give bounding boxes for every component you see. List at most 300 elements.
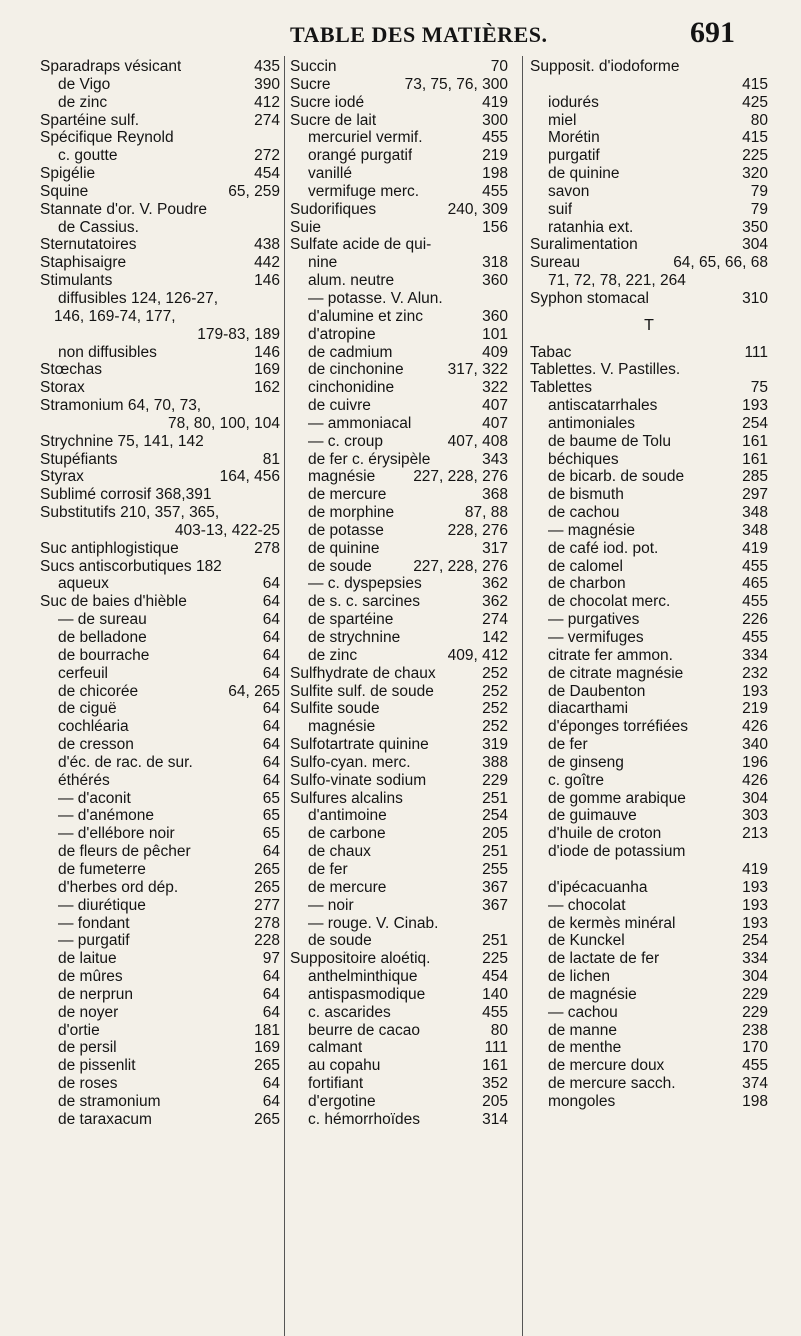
index-entry: [290, 1057, 508, 1075]
index-page-refs: 415: [742, 129, 768, 147]
index-page-refs: 161: [482, 1057, 508, 1075]
index-entry: [40, 397, 280, 415]
index-page-refs: 362: [482, 593, 508, 611]
index-page-refs: 229: [742, 1003, 768, 1021]
index-entry: [40, 326, 280, 344]
index-entry: [530, 397, 768, 415]
index-term: Storax: [40, 379, 85, 397]
index-entry: [290, 326, 508, 344]
index-page-refs: 156: [482, 218, 508, 236]
index-entry: [40, 718, 280, 736]
index-term: Sucre: [290, 75, 331, 93]
index-entry: [290, 504, 508, 522]
index-term: de nerprun: [58, 985, 133, 1003]
index-term: de charbon: [548, 575, 626, 593]
index-page-refs: 407, 408: [447, 432, 508, 450]
index-page-refs: 65: [262, 825, 280, 843]
index-page-refs: 64: [262, 718, 280, 736]
index-page-refs: 73, 75, 76, 300: [404, 75, 508, 93]
index-entry: [290, 361, 508, 379]
index-term: fortifiant: [308, 1075, 364, 1093]
index-entry: [530, 629, 768, 647]
index-page-refs: 193: [742, 914, 768, 932]
index-entry: [40, 700, 280, 718]
index-term: Squine: [40, 182, 89, 200]
index-entry: [290, 58, 508, 76]
index-entry: [530, 790, 768, 808]
index-term: — rouge. V. Cinab.: [308, 914, 439, 932]
index-term: d'éc. de rac. de sur.: [58, 753, 193, 771]
index-entry: [290, 825, 508, 843]
index-term: de soude: [308, 557, 372, 575]
index-page-refs: 146: [254, 272, 280, 290]
index-term: de stramonium: [58, 1092, 161, 1110]
index-term: d'atropine: [308, 325, 376, 343]
index-entry: [290, 433, 508, 451]
index-entry: [530, 647, 768, 665]
index-entry: [530, 165, 768, 183]
index-entry: [290, 165, 508, 183]
index-term: de spartéine: [308, 611, 394, 629]
index-page-refs: 265: [254, 1057, 280, 1075]
index-term: de manne: [548, 1021, 617, 1039]
index-page-refs: 229: [482, 771, 508, 789]
index-page-refs: 64: [262, 771, 280, 789]
index-entry: [40, 1022, 280, 1040]
index-entry: [530, 843, 768, 861]
index-term: de pissenlit: [58, 1057, 136, 1075]
index-term: de baume de Tolu: [548, 432, 671, 450]
index-page-refs: 407: [482, 414, 508, 432]
index-entry: [290, 147, 508, 165]
index-entry: [530, 272, 768, 290]
index-page-refs: 319: [482, 736, 508, 754]
index-term: magnésie: [308, 718, 376, 736]
index-entry: [290, 968, 508, 986]
index-term: Sureau: [530, 254, 580, 272]
index-page-refs: 455: [482, 1003, 508, 1021]
index-entry: [290, 558, 508, 576]
index-term: de cuivre: [308, 397, 371, 415]
index-entry: [290, 986, 508, 1004]
index-term: diacarthami: [548, 700, 629, 718]
index-entry: [290, 308, 508, 326]
index-term: éthérés: [58, 771, 110, 789]
index-entry: [40, 790, 280, 808]
index-entry: [530, 219, 768, 237]
index-page-refs: 79: [750, 200, 768, 218]
index-term: de zinc: [58, 93, 108, 111]
index-page-refs: 419: [482, 93, 508, 111]
index-page-refs: 65, 259: [228, 182, 280, 200]
column-divider: [284, 56, 285, 1336]
index-term: — d'aconit: [58, 789, 131, 807]
page-number: 691: [690, 16, 735, 49]
index-term: d'ortie: [58, 1021, 100, 1039]
index-term: Staphisaigre: [40, 254, 127, 272]
index-entry: [290, 290, 508, 308]
index-term: de taraxacum: [58, 1110, 152, 1128]
index-page-refs: 65: [262, 789, 280, 807]
index-term: d'éponges torréfiées: [548, 718, 688, 736]
index-entry: [530, 147, 768, 165]
index-entry: [530, 772, 768, 790]
index-term: Sucs antiscorbutiques 182: [40, 557, 222, 575]
index-page-refs: 455: [742, 557, 768, 575]
index-page-refs: 198: [482, 165, 508, 183]
index-entry: [290, 1075, 508, 1093]
index-term: Suralimentation: [530, 236, 638, 254]
index-entry: [530, 807, 768, 825]
index-entry: [40, 272, 280, 290]
index-page-refs: 274: [482, 611, 508, 629]
index-term: ratanhia ext.: [548, 218, 634, 236]
index-term: — potasse. V. Alun.: [308, 289, 443, 307]
index-column-3: [530, 58, 768, 1111]
index-page-refs: 65: [262, 807, 280, 825]
index-entry: [290, 397, 508, 415]
index-term: Suppositoire aloétiq.: [290, 950, 431, 968]
index-term: iodurés: [548, 93, 599, 111]
index-page-refs: 193: [742, 397, 768, 415]
index-term: mercuriel vermif.: [308, 129, 423, 147]
index-entry: [530, 950, 768, 968]
index-term: suif: [548, 200, 573, 218]
index-entry: [530, 897, 768, 915]
index-entry: [530, 58, 768, 76]
index-entry: [530, 700, 768, 718]
index-entry: [290, 897, 508, 915]
index-page-refs: 170: [742, 1039, 768, 1057]
index-term: Stimulants: [40, 272, 113, 290]
index-entry: [530, 611, 768, 629]
index-page-refs: 64: [262, 1075, 280, 1093]
index-term: Stupéfiants: [40, 450, 118, 468]
index-term: — fondant: [58, 914, 130, 932]
index-term: — purgatives: [548, 611, 640, 629]
index-page-refs: 193: [742, 682, 768, 700]
index-page-refs: 278: [254, 914, 280, 932]
index-page-refs: 179-83, 189: [197, 325, 280, 343]
index-page-refs: 64: [262, 1092, 280, 1110]
index-entry: [530, 754, 768, 772]
index-page-refs: 140: [482, 985, 508, 1003]
index-entry: [530, 183, 768, 201]
index-entry: [290, 843, 508, 861]
index-term: — diurétique: [58, 896, 146, 914]
index-entry: [290, 683, 508, 701]
index-term: calmant: [308, 1039, 363, 1057]
index-entry: [530, 361, 768, 379]
index-entry: [40, 825, 280, 843]
index-term: de magnésie: [548, 985, 637, 1003]
index-page-refs: 228, 276: [447, 521, 508, 539]
index-term: purgatif: [548, 147, 600, 165]
index-entry: [290, 754, 508, 772]
index-term: Sulfures alcalins: [290, 789, 403, 807]
index-term: Sulfo-cyan. merc.: [290, 753, 411, 771]
index-entry: [290, 1004, 508, 1022]
index-entry: [290, 611, 508, 629]
index-term: c. goutte: [58, 147, 118, 165]
index-column-2: [290, 58, 508, 1129]
index-entry: [40, 1057, 280, 1075]
index-entry: [40, 254, 280, 272]
index-term: cochléaria: [58, 718, 129, 736]
index-page-refs: 374: [742, 1075, 768, 1093]
index-page-refs: 254: [482, 807, 508, 825]
index-term: diffusibles 124, 126-27,: [58, 289, 218, 307]
index-page-refs: 407: [482, 397, 508, 415]
index-page-refs: 426: [742, 771, 768, 789]
index-page-refs: 412: [254, 93, 280, 111]
index-entry: [530, 558, 768, 576]
index-entry: [290, 201, 508, 219]
index-page-refs: 232: [742, 664, 768, 682]
index-entry: [40, 468, 280, 486]
index-term: de mercure sacch.: [548, 1075, 676, 1093]
index-entry: [530, 861, 768, 879]
index-page-refs: 64: [262, 646, 280, 664]
index-entry: [530, 433, 768, 451]
index-entry: [40, 807, 280, 825]
index-entry: [40, 683, 280, 701]
index-entry: [530, 94, 768, 112]
index-entry: [40, 843, 280, 861]
index-page-refs: 97: [262, 950, 280, 968]
index-entry: [530, 540, 768, 558]
index-term: d'huile de croton: [548, 825, 662, 843]
index-term: de cachou: [548, 504, 620, 522]
index-term: Sucre iodé: [290, 93, 365, 111]
index-term: de quinine: [548, 165, 620, 183]
index-entry: [530, 825, 768, 843]
index-term: Sternutatoires: [40, 236, 137, 254]
index-term: de morphine: [308, 504, 395, 522]
index-entry: [530, 1039, 768, 1057]
index-entry: [530, 1057, 768, 1075]
index-entry: [530, 593, 768, 611]
index-term: de lichen: [548, 968, 611, 986]
index-term: de guimauve: [548, 807, 637, 825]
index-entry: [530, 1022, 768, 1040]
index-term: d'antimoine: [308, 807, 387, 825]
index-entry: [40, 165, 280, 183]
index-page-refs: 304: [742, 789, 768, 807]
index-column-1: [40, 58, 280, 1129]
index-term: Strychnine 75, 141, 142: [40, 432, 204, 450]
index-page-refs: 438: [254, 236, 280, 254]
index-entry: [290, 486, 508, 504]
index-term: Sublimé corrosif 368,391: [40, 486, 212, 504]
index-page-refs: 75: [750, 379, 768, 397]
index-entry: [290, 915, 508, 933]
index-term: d'iode de potassium: [548, 843, 686, 861]
index-term: vermifuge merc.: [308, 182, 420, 200]
index-entry: [40, 379, 280, 397]
index-term: de strychnine: [308, 629, 401, 646]
index-term: de roses: [58, 1075, 118, 1093]
index-entry: [40, 344, 280, 362]
index-entry: [290, 522, 508, 540]
index-entry: [530, 129, 768, 147]
index-term: — d'ellébore noir: [58, 825, 175, 843]
index-term: Tabac: [530, 343, 572, 361]
index-entry: [290, 112, 508, 130]
index-entry: [290, 861, 508, 879]
index-page-refs: 425: [742, 93, 768, 111]
index-entry: [530, 290, 768, 308]
index-term: de fer: [308, 860, 348, 878]
index-term: c. ascarides: [308, 1003, 391, 1021]
index-page-refs: 285: [742, 468, 768, 486]
index-entry: [40, 147, 280, 165]
index-entry: [290, 219, 508, 237]
index-page-refs: 317: [482, 539, 508, 557]
index-entry: [40, 1075, 280, 1093]
index-term: de kermès minéral: [548, 914, 676, 932]
index-term: Suc antiphlogistique: [40, 539, 179, 557]
index-entry: [530, 468, 768, 486]
index-page-refs: 415: [742, 75, 768, 93]
index-term: nine: [308, 254, 338, 272]
index-term: de fer: [548, 736, 588, 754]
index-page-refs: 455: [482, 129, 508, 147]
index-term: de ginseng: [548, 753, 624, 771]
index-page-refs: 251: [482, 789, 508, 807]
index-entry: [40, 540, 280, 558]
index-entry: [40, 558, 280, 576]
index-term: Stœchas: [40, 361, 103, 379]
index-page-refs: 161: [742, 432, 768, 450]
index-term: non diffusibles: [58, 343, 157, 361]
index-page-refs: 360: [482, 307, 508, 325]
index-term: de mercure: [308, 878, 387, 896]
index-term: c. goître: [548, 771, 604, 789]
index-entry: [290, 344, 508, 362]
index-entry: [40, 129, 280, 147]
index-entry: [530, 236, 768, 254]
index-entry: [40, 611, 280, 629]
index-page-refs: 340: [742, 736, 768, 754]
index-page-refs: 455: [742, 593, 768, 611]
index-page-refs: 409: [482, 343, 508, 361]
index-page-refs: 146: [254, 343, 280, 361]
index-entry: [530, 1075, 768, 1093]
index-page-refs: 403-13, 422-25: [174, 521, 280, 539]
index-term: vanillé: [308, 165, 352, 183]
index-page-refs: 205: [482, 825, 508, 843]
index-entry: [40, 772, 280, 790]
index-page-refs: 317, 322: [447, 361, 508, 379]
index-page-refs: 334: [742, 950, 768, 968]
index-entry: [40, 201, 280, 219]
index-entry: [40, 504, 280, 522]
index-page-refs: 278: [254, 539, 280, 557]
index-term: — purgatif: [58, 932, 130, 950]
index-term: d'ipécacuanha: [548, 878, 648, 896]
index-page-refs: 193: [742, 896, 768, 914]
page-title: TABLE DES MATIÈRES.: [290, 22, 548, 47]
index-page-refs: 251: [482, 932, 508, 950]
index-page-refs: 419: [742, 860, 768, 878]
index-page-refs: 252: [482, 682, 508, 700]
index-page-refs: 181: [254, 1021, 280, 1039]
index-page-refs: 225: [482, 950, 508, 968]
index-entry: [290, 129, 508, 147]
index-term: de calomel: [548, 557, 623, 575]
index-term: de zinc: [308, 646, 358, 664]
index-entry: [530, 915, 768, 933]
index-entry: [290, 540, 508, 558]
index-page-refs: 310: [742, 289, 768, 307]
index-page-refs: 390: [254, 75, 280, 93]
index-term: Styrax: [40, 468, 84, 486]
index-page-refs: 251: [482, 843, 508, 861]
index-page-refs: 142: [482, 629, 508, 646]
index-term: citrate fer ammon.: [548, 646, 673, 664]
index-term: de cinchonine: [308, 361, 404, 379]
index-entry: [40, 236, 280, 254]
index-term: d'herbes ord dép.: [58, 878, 179, 896]
index-entry: [40, 76, 280, 94]
index-page-refs: 161: [742, 450, 768, 468]
index-term: de ciguë: [58, 700, 117, 718]
index-term: Suc de baies d'hièble: [40, 593, 187, 611]
index-term: de mercure: [308, 486, 387, 504]
index-entry: [40, 361, 280, 379]
index-term: de chocolat merc.: [548, 593, 671, 611]
index-entry: [290, 790, 508, 808]
index-term: c. hémorrhoïdes: [308, 1110, 420, 1128]
index-entry: [530, 1093, 768, 1111]
index-entry: [530, 718, 768, 736]
index-term: cinchonidine: [308, 379, 395, 397]
index-page-refs: 196: [742, 753, 768, 771]
index-entry: [40, 915, 280, 933]
index-page-refs: 334: [742, 646, 768, 664]
index-term: de Vigo: [58, 75, 111, 93]
index-page-refs: 64: [262, 700, 280, 718]
index-term: — c. croup: [308, 432, 383, 450]
index-term: Suie: [290, 218, 322, 236]
index-entry: [40, 861, 280, 879]
index-entry: [290, 772, 508, 790]
index-entry: [530, 932, 768, 950]
index-page-refs: 252: [482, 718, 508, 736]
index-term: de menthe: [548, 1039, 622, 1057]
index-page-refs: 87, 88: [464, 504, 508, 522]
index-term: cerfeuil: [58, 664, 108, 682]
index-entry: [40, 593, 280, 611]
index-page-refs: 362: [482, 575, 508, 593]
index-term: de carbone: [308, 825, 386, 843]
index-entry: [530, 683, 768, 701]
index-page-refs: 348: [742, 521, 768, 539]
index-term: de mûres: [58, 968, 123, 986]
index-page-refs: 213: [742, 825, 768, 843]
index-page-refs: 227, 228, 276: [413, 468, 508, 486]
index-entry: [290, 718, 508, 736]
index-entry: [530, 254, 768, 272]
index-page-refs: 219: [482, 147, 508, 165]
index-entry: [40, 183, 280, 201]
index-term: antispasmodique: [308, 985, 426, 1003]
index-entry: [290, 879, 508, 897]
index-page-refs: 64: [262, 593, 280, 611]
index-term: Sparadraps vésicant: [40, 58, 182, 75]
index-page-refs: 367: [482, 896, 508, 914]
